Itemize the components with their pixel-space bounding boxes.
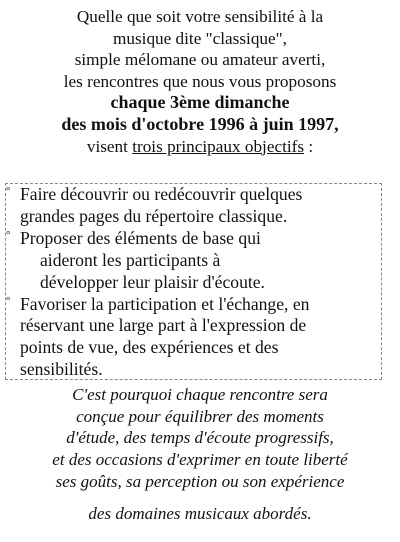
intro-paragraph bbox=[0, 6, 400, 157]
objectives-list bbox=[6, 184, 398, 381]
objective-line: aideront les participants à bbox=[40, 249, 221, 270]
bullet-marker: ° bbox=[6, 185, 11, 197]
closing-paragraph bbox=[0, 384, 400, 524]
closing-line: C'est pourquoi chaque rencontre sera bbox=[72, 385, 328, 404]
objective-item-discover-cont bbox=[6, 206, 398, 228]
objective-line: développer leur plaisir d'écoute. bbox=[40, 271, 265, 292]
objective-line: Faire découvrir ou redécouvrir quelques bbox=[20, 184, 303, 204]
bullet-marker: ° bbox=[6, 228, 11, 241]
objective-line: Proposer des éléments de base qui bbox=[20, 227, 261, 248]
closing-line: des domaines musicaux abordés. bbox=[88, 503, 312, 523]
objective-item-favor bbox=[6, 294, 398, 316]
intro-objectives-prefix: visent bbox=[86, 136, 133, 156]
objective-item-propose-cont bbox=[6, 250, 398, 272]
objective-item-favor-cont bbox=[6, 315, 398, 337]
closing-line: conçue pour équilibrer des moments bbox=[76, 406, 324, 426]
objective-item-propose-cont bbox=[6, 272, 398, 294]
intro-objectives-line bbox=[0, 136, 400, 158]
objective-item-favor-cont bbox=[6, 359, 398, 381]
intro-dates-line: des mois d'octobre 1996 à juin 1997, bbox=[61, 113, 339, 134]
closing-line: et des occasions d'exprimer en toute liberté bbox=[52, 450, 348, 470]
objective-line: Favoriser la participation et l'échange, en bbox=[20, 293, 310, 314]
closing-line: d'étude, des temps d'écoute progressifs, bbox=[66, 428, 334, 448]
closing-line: ses goûts, sa perception ou son expérience bbox=[55, 471, 345, 491]
intro-objectives-suffix: : bbox=[304, 136, 314, 156]
objective-line: grandes pages du répertoire classique. bbox=[20, 205, 288, 226]
objective-line: réservant une large part à l'expression de bbox=[20, 315, 307, 336]
bullet-marker: ° bbox=[6, 294, 11, 307]
intro-line: musique dite "classique", bbox=[113, 28, 287, 48]
objective-line: points de vue, des expériences et des bbox=[20, 337, 279, 358]
objectives-heading: trois principaux objectifs bbox=[132, 136, 305, 156]
objective-line: sensibilités. bbox=[20, 359, 103, 380]
intro-line: simple mélomane ou amateur averti, bbox=[74, 50, 326, 70]
intro-schedule-line: chaque 3ème dimanche bbox=[110, 92, 290, 113]
intro-line: les rencontres que nous vous proposons bbox=[63, 71, 337, 91]
objective-item-propose bbox=[6, 228, 398, 250]
intro-line: Quelle que soit votre sensibilité à la bbox=[76, 7, 324, 26]
objective-item-discover bbox=[6, 184, 398, 206]
objective-item-favor-cont bbox=[6, 337, 398, 359]
